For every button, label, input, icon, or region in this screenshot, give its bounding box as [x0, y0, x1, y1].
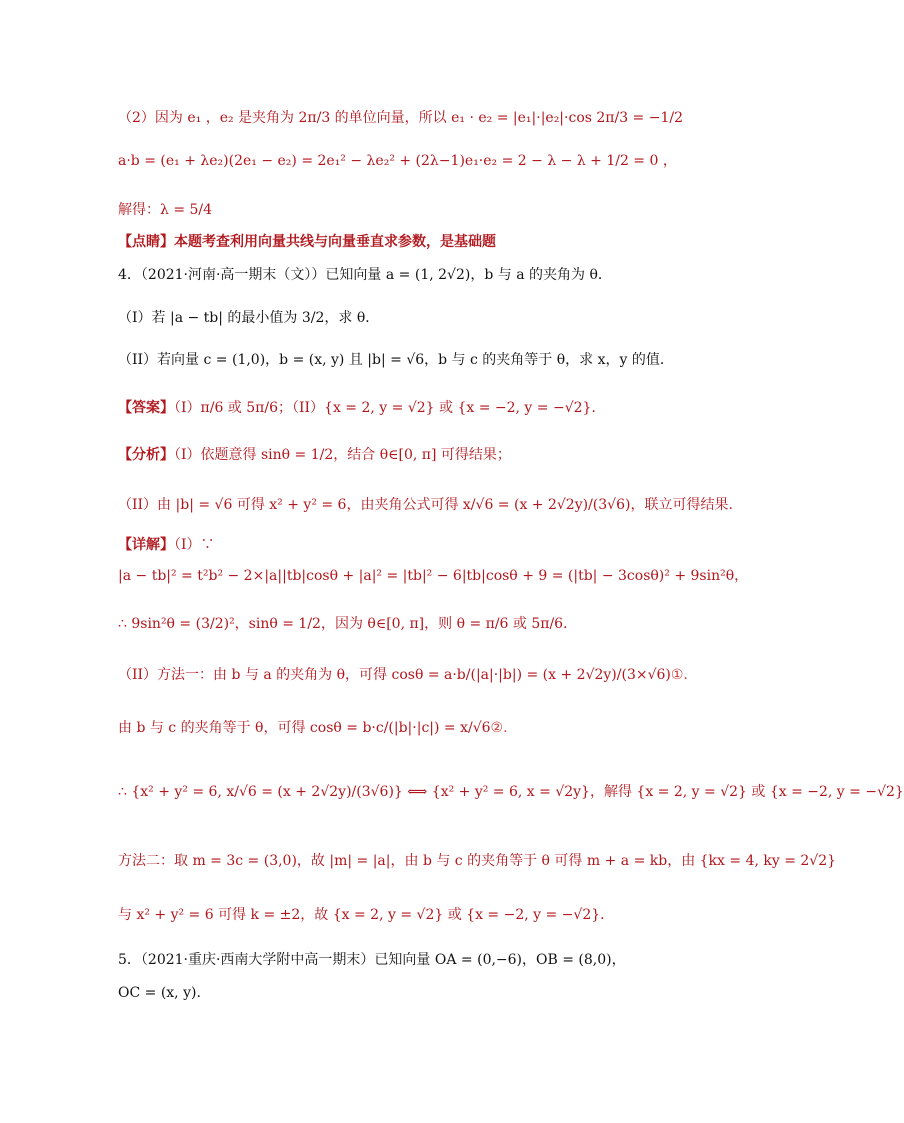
solution-result-line: 解得：λ = 5/4 [118, 202, 213, 218]
circled-one-mark: ①. [670, 667, 688, 683]
key-point-tag: 【点睛】 [118, 234, 174, 250]
method-two-line-1: 方法二：取 m = 3c = (3,0)，故 |m| = |a|，由 b 与 c 的夹角等于 θ 可得 m + a = kb，由 {kx = 4, ky = 2√2} [118, 853, 837, 869]
detail-line-3: ∴ 9sin²θ = (3/2)²，sinθ = 1/2，因为 θ∈[0, π]，则 θ = π/6 或 5π/6． [118, 616, 578, 632]
key-point-line: 【点睛】本题考查利用向量共线与向量垂直求参数，是基础题 [118, 234, 496, 250]
method-one-line-2: 由 b 与 c 的夹角等于 θ，可得 cosθ = b·c/(|b|·|c|) = x/√6②. [118, 720, 508, 736]
problem-5-stem-line-1: 5．（2021·重庆·西南大学附中高一期末）已知向量 OA = (0,−6)，OB = (8,0)， [118, 952, 626, 968]
analysis-tag: 【分析】 [118, 447, 174, 463]
problem-4-part-2: （II）若向量 c = (1,0)，b = (x, y) 且 |b| = √6，b 与 c 的夹角等于 θ，求 x，y 的值． [118, 352, 674, 368]
method-one-system-line: ∴ {x² + y² = 6, x/√6 = (x + 2√2y)/(3√6)} ⟺ {x² + y² = 6, x = √2y}，解得 {x = 2, y = √2} 或 {x = −2, y = −√2} [118, 784, 904, 800]
method-two-line-2: 与 x² + y² = 6 可得 k = ±2，故 {x = 2, y = √2} 或 {x = −2, y = −√2}． [118, 907, 615, 923]
answer-tag: 【答案】 [118, 400, 174, 416]
analysis-line-1: 【分析】（I）依题意得 sinθ = 1/2，结合 θ∈[0, π] 可得结果； [118, 447, 511, 463]
circled-two-mark: ②. [490, 720, 508, 736]
solution-part-2-line-1: （2）因为 e₁ ，e₂ 是夹角为 2π/3 的单位向量，所以 e₁ · e₂ = |e₁|·|e₂|·cos 2π/3 = −1/2 [118, 110, 684, 126]
solution-part-2-line-2: a·b = (e₁ + λe₂)(2e₁ − e₂) = 2e₁² − λe₂² + (2λ−1)e₁·e₂ = 2 − λ − λ + 1/2 = 0 ， [118, 153, 677, 169]
detail-line-1: 【详解】（I）∵ [118, 537, 215, 553]
problem-4-stem: 4．（2021·河南·高一期末（文））已知向量 a = (1, 2√2)，b 与 a 的夹角为 θ． [118, 267, 612, 283]
answer-line: 【答案】（I）π/6 或 5π/6；（II）{x = 2, y = √2} 或 {x = −2, y = −√2}． [118, 400, 606, 416]
detail-line-2: |a − tb|² = t²b² − 2×|a||tb|cosθ + |a|² = |tb|² − 6|tb|cosθ + 9 = (|tb| − 3cosθ)² + 9sin²θ， [118, 568, 749, 584]
problem-4-part-1: （I）若 |a − tb| 的最小值为 3/2，求 θ． [118, 310, 380, 326]
problem-5-stem-line-2: OC = (x, y). [118, 985, 201, 1001]
method-one-line-1: （II）方法一：由 b 与 a 的夹角为 θ，可得 cosθ = a·b/(|a|·|b|) = (x + 2√2y)/(3×√6)①. [118, 667, 688, 683]
detail-tag: 【详解】 [118, 537, 174, 553]
analysis-line-2: （II）由 |b| = √6 可得 x² + y² = 6，由夹角公式可得 x/√6 = (x + 2√2y)/(3√6)，联立可得结果. [118, 497, 733, 513]
